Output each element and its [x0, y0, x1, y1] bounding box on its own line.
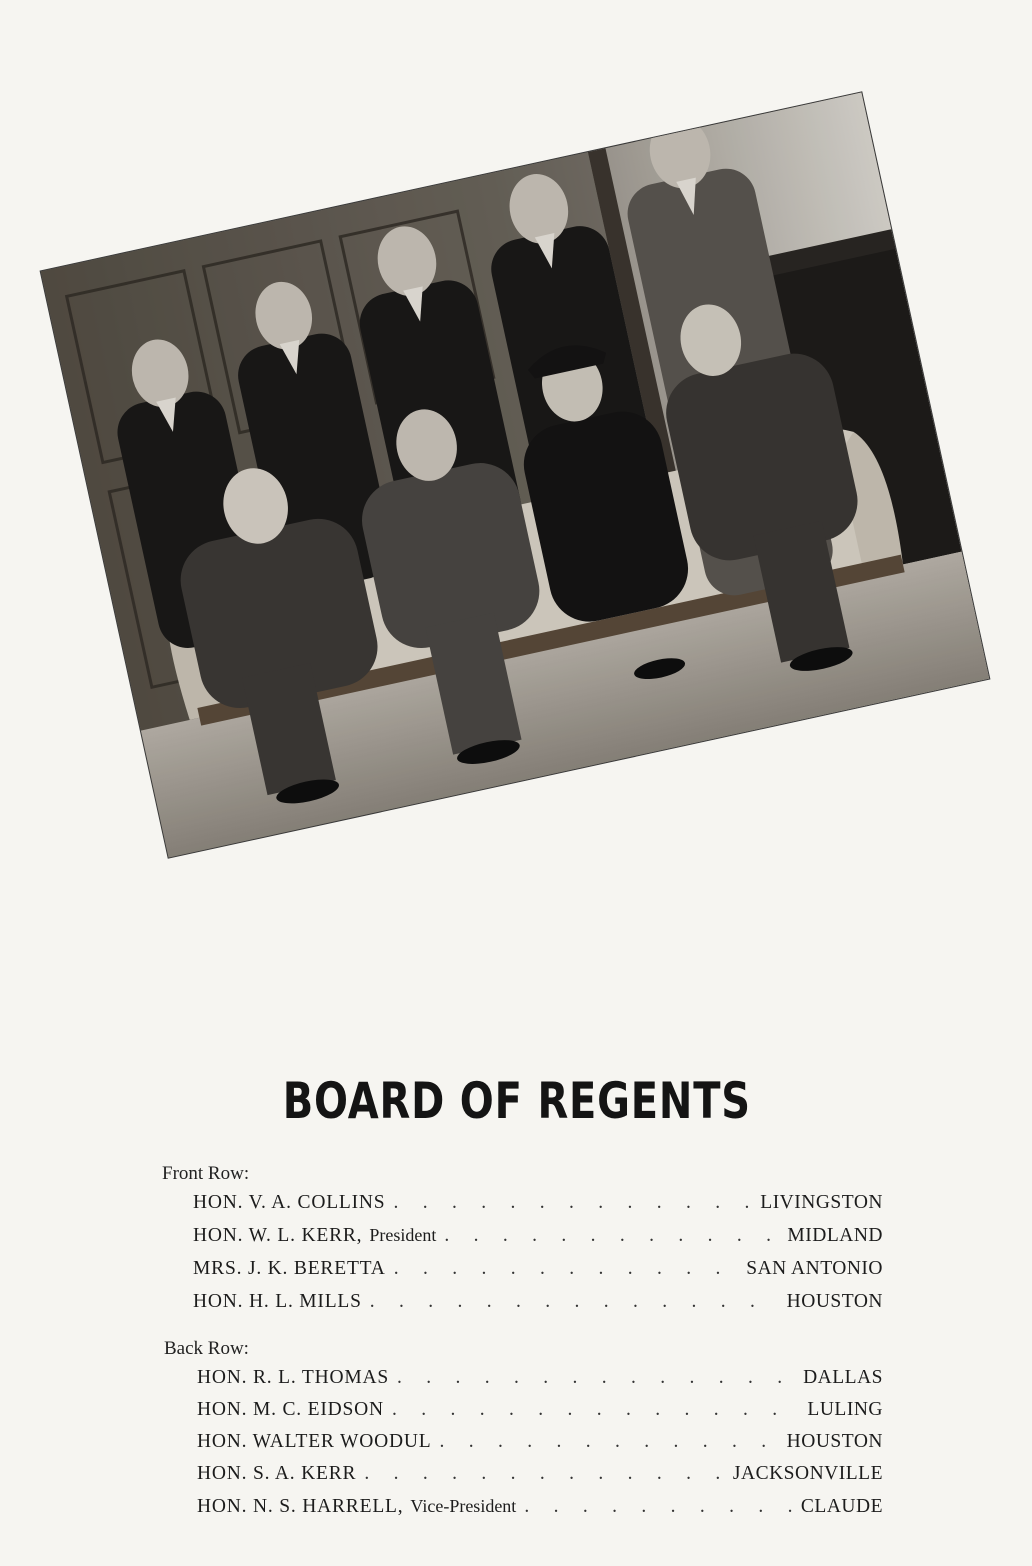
member-name: HON. S. A. KERR	[197, 1463, 357, 1484]
leader-dots	[393, 1192, 752, 1214]
member-name: MRS. J. K. BERETTA	[193, 1258, 386, 1279]
list-item	[193, 1258, 883, 1286]
leader-dots	[440, 1431, 779, 1453]
leader-dots	[392, 1399, 799, 1421]
member-city: HOUSTON	[786, 1291, 883, 1312]
member-role: Vice-President	[410, 1496, 517, 1516]
leader-dots	[364, 1463, 725, 1485]
list-item	[193, 1291, 883, 1319]
member-city: HOUSTON	[786, 1431, 883, 1452]
list-item	[197, 1431, 883, 1459]
page-title: BOARD OF REGENTS	[282, 1072, 751, 1130]
leader-dots	[370, 1291, 779, 1313]
list-item	[193, 1192, 883, 1220]
member-city: DALLAS	[803, 1367, 883, 1388]
leader-dots	[444, 1225, 779, 1247]
leader-dots	[397, 1367, 795, 1389]
list-item	[197, 1399, 883, 1427]
member-city: CLAUDE	[800, 1496, 883, 1517]
group-photo	[41, 92, 990, 857]
back-row-label: Back Row:	[164, 1338, 249, 1359]
leader-dots	[394, 1258, 739, 1280]
group-photo-illustration	[41, 92, 990, 857]
member-name: HON. WALTER WOODUL	[197, 1431, 432, 1452]
member-name: HON. V. A. COLLINS	[193, 1192, 386, 1213]
list-item	[193, 1225, 883, 1253]
member-name: HON. M. C. EIDSON	[197, 1399, 384, 1420]
leader-dots	[524, 1496, 793, 1518]
member-role: President	[369, 1225, 437, 1245]
member-city: MIDLAND	[787, 1225, 883, 1246]
member-city: LULING	[807, 1399, 883, 1420]
member-name: HON. R. L. THOMAS	[197, 1367, 390, 1388]
member-city: SAN ANTONIO	[746, 1258, 883, 1279]
member-city: LIVINGSTON	[760, 1192, 883, 1213]
member-name: HON. N. S. HARRELL,	[197, 1496, 404, 1517]
member-name: HON. H. L. MILLS	[193, 1291, 362, 1312]
member-name: HON. W. L. KERR,	[193, 1225, 363, 1246]
list-item	[197, 1367, 883, 1395]
list-item	[197, 1463, 883, 1491]
list-item	[197, 1496, 883, 1524]
front-row-label: Front Row:	[162, 1163, 250, 1184]
member-city: JACKSONVILLE	[732, 1463, 883, 1484]
